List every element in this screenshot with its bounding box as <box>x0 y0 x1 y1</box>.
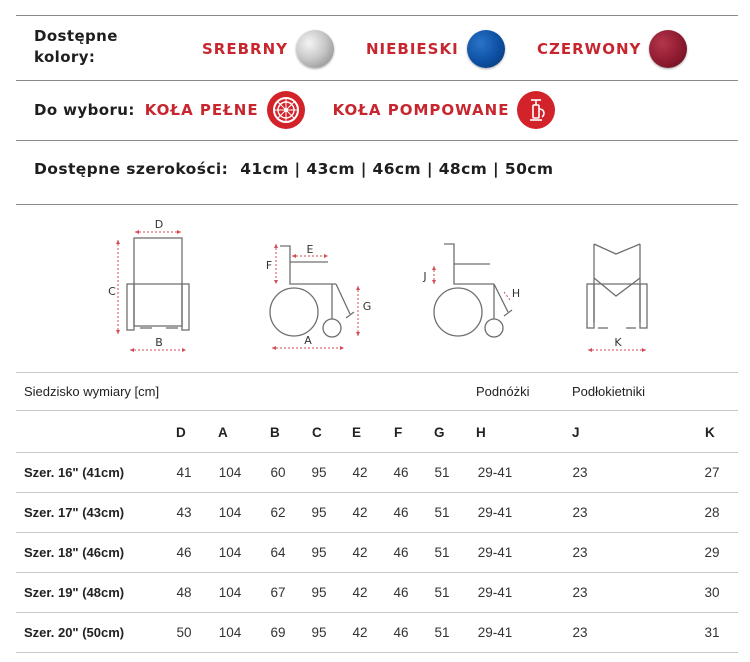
row-label: Szer. 17" (43cm) <box>24 505 125 520</box>
tire-pump-icon <box>517 91 555 129</box>
table-divider <box>16 652 738 653</box>
cell-h: 29-41 <box>477 625 513 640</box>
column-header-h: H <box>476 425 486 440</box>
cell-c: 95 <box>311 585 327 600</box>
option-solid-wheels[interactable]: KOŁA PEŁNE <box>144 101 259 119</box>
label-g: G <box>362 300 372 313</box>
table-divider <box>16 572 738 573</box>
table-divider <box>16 492 738 493</box>
color-option-red[interactable] <box>537 31 687 67</box>
cell-k: 31 <box>704 625 720 640</box>
row-label: Szer. 19" (48cm) <box>24 585 125 600</box>
table-divider <box>16 612 738 613</box>
column-header-a: A <box>218 425 228 440</box>
front-view-diagram <box>104 212 204 362</box>
cell-e: 42 <box>352 505 368 520</box>
side-view-diagram <box>258 236 378 358</box>
cell-b: 62 <box>270 505 286 520</box>
cell-e: 42 <box>352 625 368 640</box>
cell-k: 28 <box>704 505 720 520</box>
cell-g: 51 <box>434 505 450 520</box>
row-label: Szer. 16" (41cm) <box>24 465 125 480</box>
row-label: Szer. 18" (46cm) <box>24 545 125 560</box>
cell-j: 23 <box>572 505 588 520</box>
cell-d: 50 <box>176 625 192 640</box>
cell-a: 104 <box>218 585 242 600</box>
color-name: NIEBIESKI <box>366 40 459 58</box>
cell-j: 23 <box>572 465 588 480</box>
seat-dimensions-header: Siedzisko wymiary [cm] <box>24 384 160 399</box>
colors-label: Dostępne kolory: <box>34 27 118 66</box>
cell-a: 104 <box>218 505 242 520</box>
column-header-j: J <box>572 425 580 440</box>
cell-e: 42 <box>352 585 368 600</box>
label-k: K <box>614 336 622 349</box>
cell-c: 95 <box>311 625 327 640</box>
label-h: H <box>511 287 521 300</box>
cell-f: 46 <box>393 545 409 560</box>
table-divider <box>16 410 738 411</box>
widths-label: Dostępne szerokości: <box>34 160 229 178</box>
solid-wheel-icon <box>267 91 305 129</box>
back-view-diagram <box>578 236 658 358</box>
color-name: CZERWONY <box>537 40 642 58</box>
cell-h: 29-41 <box>477 505 513 520</box>
red-swatch-icon <box>649 30 687 68</box>
cell-a: 104 <box>218 625 242 640</box>
cell-h: 29-41 <box>477 465 513 480</box>
cell-a: 104 <box>218 545 242 560</box>
cell-b: 64 <box>270 545 286 560</box>
cell-b: 67 <box>270 585 286 600</box>
label-d: D <box>154 218 164 231</box>
armrest-header: Podłokietniki <box>572 384 645 399</box>
divider <box>16 140 738 141</box>
cell-d: 48 <box>176 585 192 600</box>
column-header-d: D <box>176 425 186 440</box>
cell-h: 29-41 <box>477 545 513 560</box>
divider <box>16 204 738 205</box>
cell-f: 46 <box>393 625 409 640</box>
column-header-e: E <box>352 425 362 440</box>
table-divider <box>16 372 738 373</box>
cell-g: 51 <box>434 545 450 560</box>
cell-c: 95 <box>311 505 327 520</box>
cell-c: 95 <box>311 545 327 560</box>
divider <box>16 80 738 81</box>
cell-k: 30 <box>704 585 720 600</box>
wheel-options <box>34 90 583 130</box>
cell-e: 42 <box>352 545 368 560</box>
row-label: Szer. 20" (50cm) <box>24 625 125 640</box>
cell-j: 23 <box>572 625 588 640</box>
available-widths <box>34 160 553 178</box>
color-option-blue[interactable] <box>366 31 505 67</box>
table-divider <box>16 532 738 533</box>
column-header-f: F <box>394 425 403 440</box>
divider <box>16 15 738 16</box>
footrest-diagram <box>414 236 534 346</box>
cell-j: 23 <box>572 545 588 560</box>
widths-values: 41cm | 43cm | 46cm | 48cm | 50cm <box>240 160 554 178</box>
cell-f: 46 <box>393 465 409 480</box>
cell-c: 95 <box>311 465 327 480</box>
color-option-silver[interactable] <box>202 31 334 67</box>
cell-g: 51 <box>434 465 450 480</box>
cell-g: 51 <box>434 625 450 640</box>
label-c: C <box>108 285 116 298</box>
blue-swatch-icon <box>467 30 505 68</box>
column-header-k: K <box>705 425 715 440</box>
color-name: SREBRNY <box>202 40 288 58</box>
label-b: B <box>155 336 163 349</box>
cell-d: 46 <box>176 545 192 560</box>
footrest-header: Podnóżki <box>476 384 530 399</box>
label-j: J <box>423 270 427 283</box>
column-header-g: G <box>434 425 445 440</box>
cell-e: 42 <box>352 465 368 480</box>
cell-f: 46 <box>393 585 409 600</box>
option-pneumatic-wheels[interactable]: KOŁA POMPOWANE <box>332 101 510 119</box>
cell-d: 41 <box>176 465 192 480</box>
table-divider <box>16 452 738 453</box>
column-header-c: C <box>312 425 322 440</box>
options-label: Do wyboru: <box>34 101 135 119</box>
cell-h: 29-41 <box>477 585 513 600</box>
cell-d: 43 <box>176 505 192 520</box>
silver-swatch-icon <box>296 30 334 68</box>
column-header-b: B <box>270 425 280 440</box>
label-e: E <box>306 243 314 256</box>
cell-b: 60 <box>270 465 286 480</box>
cell-j: 23 <box>572 585 588 600</box>
cell-k: 27 <box>704 465 720 480</box>
cell-g: 51 <box>434 585 450 600</box>
label-a: A <box>304 334 312 347</box>
label-f: F <box>265 259 273 272</box>
cell-b: 69 <box>270 625 286 640</box>
cell-a: 104 <box>218 465 242 480</box>
cell-k: 29 <box>704 545 720 560</box>
cell-f: 46 <box>393 505 409 520</box>
